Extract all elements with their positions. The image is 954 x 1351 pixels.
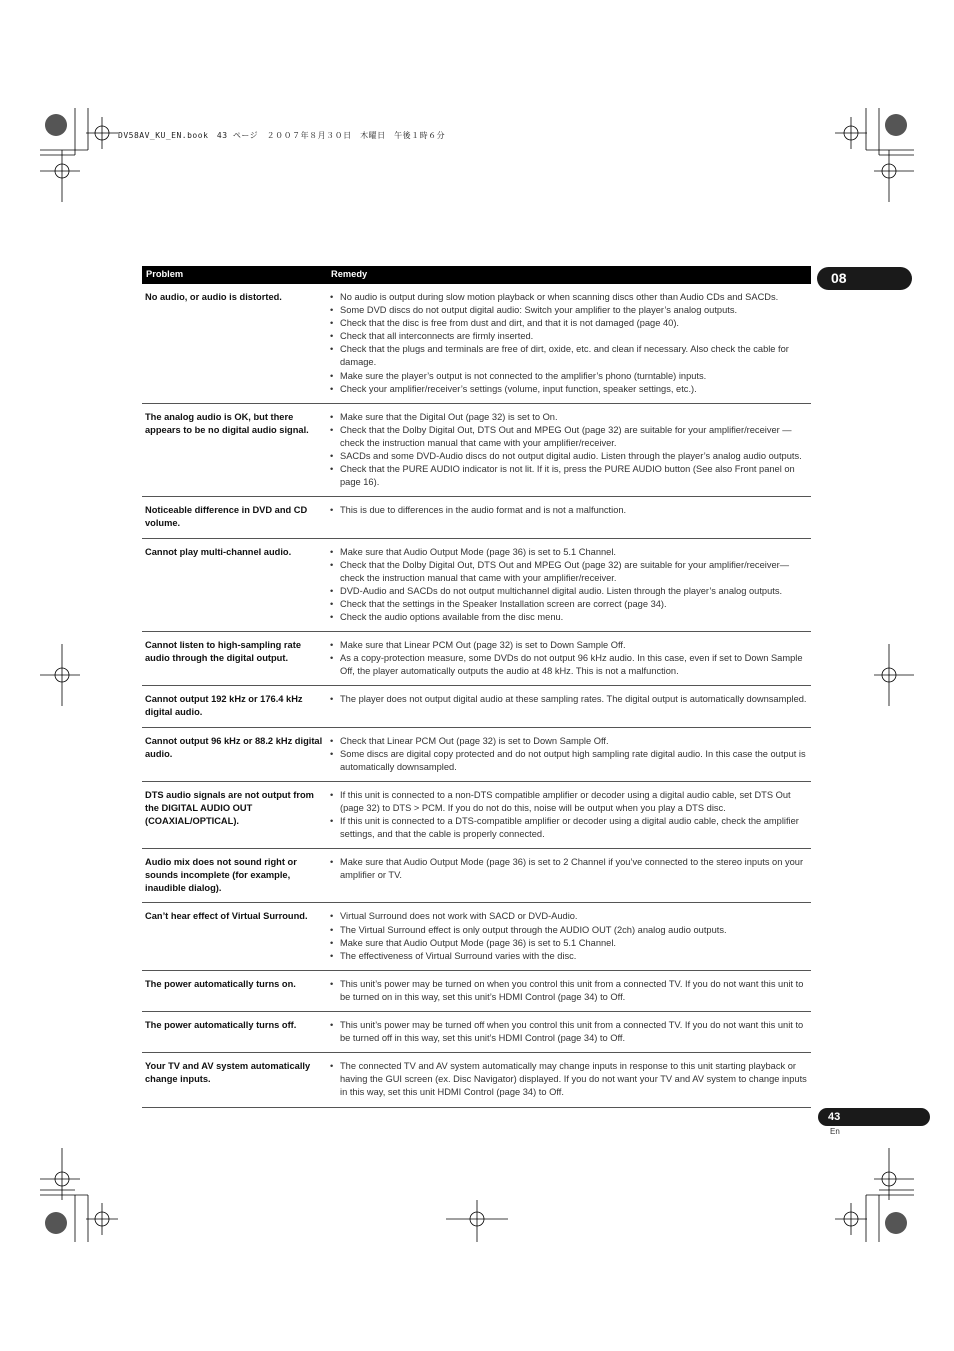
table-row bbox=[142, 728, 811, 782]
remedy-item: • Check that the disc is free from dust and dirt, and that it is not damaged (page 40). bbox=[328, 317, 811, 330]
table-row bbox=[142, 632, 811, 686]
remedy-list bbox=[328, 693, 811, 706]
problem-cell: Cannot listen to high-sampling rate audio through the digital output. bbox=[145, 640, 301, 664]
remedy-item: • Check your amplifier/receiver’s settings (volume, input function, speaker settings, etc.). bbox=[328, 383, 811, 396]
remedy-item: • Check that the plugs and terminals are free of dirt, oxide, etc. and clean if necessary. Also check the cable for damage. bbox=[328, 343, 811, 369]
problem-cell: No audio, or audio is distorted. bbox=[145, 292, 282, 302]
table-row bbox=[142, 539, 811, 633]
problem-cell: Cannot play multi-channel audio. bbox=[145, 546, 292, 557]
remedy-item: • Virtual Surround does not work with SACD or DVD-Audio. bbox=[328, 910, 811, 923]
remedy-list bbox=[328, 639, 811, 678]
remedy-item: • Make sure that Audio Output Mode (page 36) is set to 5.1 Channel. bbox=[328, 546, 811, 559]
remedy-item: • This unit’s power may be turned off when you control this unit from a connected TV. If you do not want this unit to be turned off in this way, set this unit’s HDMI Control (page 34) to Off. bbox=[328, 1019, 811, 1045]
remedy-list bbox=[328, 546, 811, 625]
problem-cell: Can’t hear effect of Virtual Surround. bbox=[145, 911, 308, 922]
remedy-item: • If this unit is connected to a DTS-compatible amplifier or decoder using a digital audio cable, check the amplifier settings, and that the cable is properly connected. bbox=[328, 815, 811, 841]
table-row bbox=[142, 849, 811, 903]
remedy-cell bbox=[328, 639, 811, 678]
problem-cell: Audio mix does not sound right or sounds incomplete (for example, inaudible dialog). bbox=[145, 857, 297, 894]
remedy-item: • SACDs and some DVD-Audio discs do not output digital audio. Listen through the player’s analog audio outputs. bbox=[328, 450, 811, 463]
remedy-list bbox=[328, 411, 811, 490]
table-row bbox=[142, 284, 811, 404]
remedy-item: • Make sure that Audio Output Mode (page 36) is set to 2 Channel if you’ve connected to the stereo inputs on your amplifier or TV. bbox=[328, 856, 811, 882]
remedy-item: • Check that the settings in the Speaker Installation screen are correct (page 34). bbox=[328, 598, 811, 611]
table-row bbox=[142, 903, 811, 970]
problem-cell: Cannot output 192 kHz or 176.4 kHz digital audio. bbox=[145, 694, 303, 718]
chapter-tab: 08 bbox=[817, 267, 912, 290]
column-header-remedy: Remedy bbox=[331, 269, 368, 280]
remedy-item: • The connected TV and AV system automatically may change inputs in response to this unit starting playback or having the GUI screen (ex. Disc Navigator) displayed. If you do not want your TV and AV system to change inputs in this way, set this unit HDMI Control (page 34) to Off. bbox=[328, 1060, 811, 1099]
remedy-item: • Check the audio options available from the disc menu. bbox=[328, 611, 811, 624]
remedy-cell bbox=[328, 856, 811, 895]
table-body bbox=[142, 284, 811, 1108]
page-number: 43 bbox=[818, 1108, 930, 1126]
remedy-list bbox=[328, 910, 811, 962]
remedy-list bbox=[328, 789, 811, 841]
remedy-cell bbox=[328, 693, 811, 719]
column-header-problem: Problem bbox=[146, 269, 184, 280]
remedy-item: • No audio is output during slow motion playback or when scanning discs other than Audio CDs and SACDs. bbox=[328, 291, 811, 304]
problem-cell: The power automatically turns on. bbox=[145, 978, 296, 989]
remedy-item: • This unit’s power may be turned on when you control this unit from a connected TV. If you do not want this unit to be turned on in this way, set this unit’s HDMI Control (page 34) to Off. bbox=[328, 978, 811, 1004]
remedy-cell bbox=[328, 910, 811, 962]
remedy-cell bbox=[328, 978, 811, 1004]
remedy-item: • The effectiveness of Virtual Surround varies with the disc. bbox=[328, 950, 811, 963]
remedy-item: • The player does not output digital audio at these sampling rates. The digital output is automatically downsampled. bbox=[328, 693, 811, 706]
remedy-cell bbox=[328, 789, 811, 841]
problem-cell: Noticeable difference in DVD and CD volume. bbox=[145, 505, 308, 529]
remedy-item: • Some DVD discs do not output digital audio: Switch your amplifier to the player’s analog outputs. bbox=[328, 304, 811, 317]
problem-cell: The analog audio is OK, but there appears to be no digital audio signal. bbox=[145, 411, 309, 435]
table-header bbox=[142, 266, 811, 284]
troubleshooting-table bbox=[142, 266, 811, 1108]
table-row bbox=[142, 1012, 811, 1053]
remedy-cell bbox=[328, 1019, 811, 1045]
table-row bbox=[142, 686, 811, 727]
remedy-item: • Check that the Dolby Digital Out, DTS Out and MPEG Out (page 32) are suitable for your amplifier/receiver—check the instruction manual that came with your amplifier/receiver. bbox=[328, 559, 811, 585]
remedy-cell bbox=[328, 411, 811, 490]
remedy-list bbox=[328, 1060, 811, 1099]
remedy-list bbox=[328, 504, 811, 517]
table-row bbox=[142, 404, 811, 498]
problem-cell: The power automatically turns off. bbox=[145, 1020, 297, 1031]
remedy-item: • Check that the Dolby Digital Out, DTS Out and MPEG Out (page 32) are suitable for your amplifier/receiver — check the instruction manual that came with your amplifier/receiver. bbox=[328, 424, 811, 450]
remedy-list bbox=[328, 1019, 811, 1045]
print-file-info: DV58AV_KU_EN.book 43 ページ ２００７年８月３０日 木曜日 午後１時６分 bbox=[118, 131, 446, 140]
remedy-item: • Check that Linear PCM Out (page 32) is set to Down Sample Off. bbox=[328, 735, 811, 748]
remedy-list bbox=[328, 978, 811, 1004]
remedy-cell bbox=[328, 735, 811, 774]
problem-cell: Your TV and AV system automatically change inputs. bbox=[145, 1061, 311, 1085]
table-row bbox=[142, 971, 811, 1012]
problem-cell: Cannot output 96 kHz or 88.2 kHz digital audio. bbox=[145, 735, 323, 759]
remedy-list bbox=[328, 856, 811, 882]
remedy-cell bbox=[328, 504, 811, 530]
remedy-item: • Check that the PURE AUDIO indicator is not lit. If it is, press the PURE AUDIO button (See also Front panel on page 16). bbox=[328, 463, 811, 489]
remedy-item: • The Virtual Surround effect is only output through the AUDIO OUT (2ch) analog audio outputs. bbox=[328, 924, 811, 937]
remedy-item: • Make sure the player’s output is not connected to the amplifier’s phono (turntable) inputs. bbox=[328, 370, 811, 383]
problem-cell: DTS audio signals are not output from the DIGITAL AUDIO OUT (COAXIAL/OPTICAL). bbox=[145, 789, 314, 826]
remedy-list bbox=[328, 735, 811, 774]
page-language: En bbox=[830, 1127, 840, 1136]
remedy-item: • As a copy-protection measure, some DVDs do not output 96 kHz audio. In this case, even if set to Down Sample Off, the player automatically outputs the audio at 48 kHz. This is not a malfunction. bbox=[328, 652, 811, 678]
table-row bbox=[142, 497, 811, 538]
remedy-item: • Make sure that Audio Output Mode (page 36) is set to 5.1 Channel. bbox=[328, 937, 811, 950]
remedy-list bbox=[328, 291, 811, 396]
table-row bbox=[142, 782, 811, 849]
table-row bbox=[142, 1053, 811, 1107]
remedy-item: • This is due to differences in the audio format and is not a malfunction. bbox=[328, 504, 811, 517]
remedy-item: • Make sure that the Digital Out (page 32) is set to On. bbox=[328, 411, 811, 424]
remedy-cell bbox=[328, 1060, 811, 1099]
remedy-cell bbox=[328, 291, 811, 396]
remedy-item: • Make sure that Linear PCM Out (page 32) is set to Down Sample Off. bbox=[328, 639, 811, 652]
remedy-item: • DVD-Audio and SACDs do not output multichannel digital audio. Listen through the player’s analog outputs. bbox=[328, 585, 811, 598]
remedy-item: • Some discs are digital copy protected and do not output high sampling rate digital audio. In this case the output is automatically downsampled. bbox=[328, 748, 811, 774]
remedy-cell bbox=[328, 546, 811, 625]
remedy-item: • Check that all interconnects are firmly inserted. bbox=[328, 330, 811, 343]
remedy-item: • If this unit is connected to a non-DTS compatible amplifier or decoder using a digital audio cable, set DTS Out (page 32) to DTS > PCM. If you do not do this, noise will be output when you play a DTS disc. bbox=[328, 789, 811, 815]
